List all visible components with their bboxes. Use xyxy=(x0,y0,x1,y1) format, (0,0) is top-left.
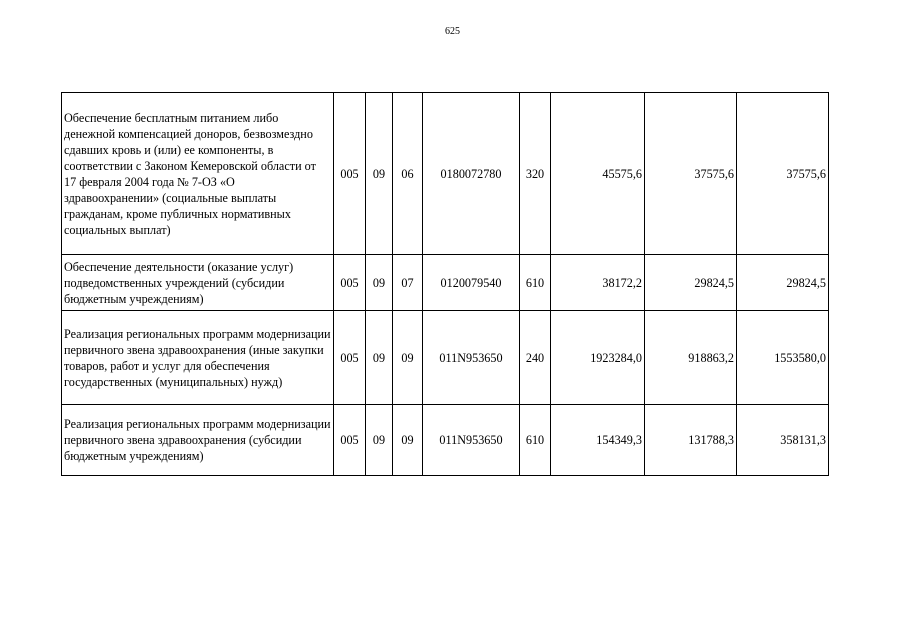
amount-3: 358131,3 xyxy=(737,405,829,476)
amount-3: 29824,5 xyxy=(737,255,829,311)
table-row xyxy=(62,405,829,476)
row-description: Реализация региональных программ модернизации первичного звена здравоохранения (иные закупки товаров, работ и услуг для обеспечения государственных (муниципальных) нужд) xyxy=(62,311,334,405)
table-row xyxy=(62,93,829,255)
subsection-code: 09 xyxy=(393,405,423,476)
amount-1: 45575,6 xyxy=(551,93,645,255)
row-description: Обеспечение деятельности (оказание услуг) подведомственных учреждений (субсидии бюджетным учреждениям) xyxy=(62,255,334,311)
amount-2: 918863,2 xyxy=(645,311,737,405)
target-article-code: 0180072780 xyxy=(423,93,520,255)
table-row xyxy=(62,311,829,405)
section-code: 09 xyxy=(366,93,393,255)
row-description: Реализация региональных программ модернизации первичного звена здравоохранения (субсидии бюджетным учреждениям) xyxy=(62,405,334,476)
row-description: Обеспечение бесплатным питанием либо денежной компенсацией доноров, безвозмездно сдавших кровь и (или) ее компоненты, в соответствии с Законом Кемеровской области от 17 февраля 2004 года № 7-ОЗ «О здравоохранении» (социальные выплаты гражданам, кроме публичных нормативных социальных выплат) xyxy=(62,93,334,255)
amount-1: 1923284,0 xyxy=(551,311,645,405)
subsection-code: 06 xyxy=(393,93,423,255)
section-code: 09 xyxy=(366,255,393,311)
budget-table xyxy=(61,92,829,476)
target-article-code: 0120079540 xyxy=(423,255,520,311)
expense-type-code: 610 xyxy=(520,405,551,476)
amount-3: 37575,6 xyxy=(737,93,829,255)
expense-type-code: 320 xyxy=(520,93,551,255)
amount-1: 38172,2 xyxy=(551,255,645,311)
subsection-code: 09 xyxy=(393,311,423,405)
section-code: 09 xyxy=(366,311,393,405)
ministry-code: 005 xyxy=(334,405,366,476)
amount-3: 1553580,0 xyxy=(737,311,829,405)
amount-2: 37575,6 xyxy=(645,93,737,255)
page-number: 625 xyxy=(445,26,460,37)
expense-type-code: 610 xyxy=(520,255,551,311)
subsection-code: 07 xyxy=(393,255,423,311)
table-row xyxy=(62,255,829,311)
ministry-code: 005 xyxy=(334,255,366,311)
target-article-code: 011N953650 xyxy=(423,405,520,476)
target-article-code: 011N953650 xyxy=(423,311,520,405)
ministry-code: 005 xyxy=(334,311,366,405)
ministry-code: 005 xyxy=(334,93,366,255)
amount-2: 131788,3 xyxy=(645,405,737,476)
expense-type-code: 240 xyxy=(520,311,551,405)
amount-2: 29824,5 xyxy=(645,255,737,311)
section-code: 09 xyxy=(366,405,393,476)
amount-1: 154349,3 xyxy=(551,405,645,476)
